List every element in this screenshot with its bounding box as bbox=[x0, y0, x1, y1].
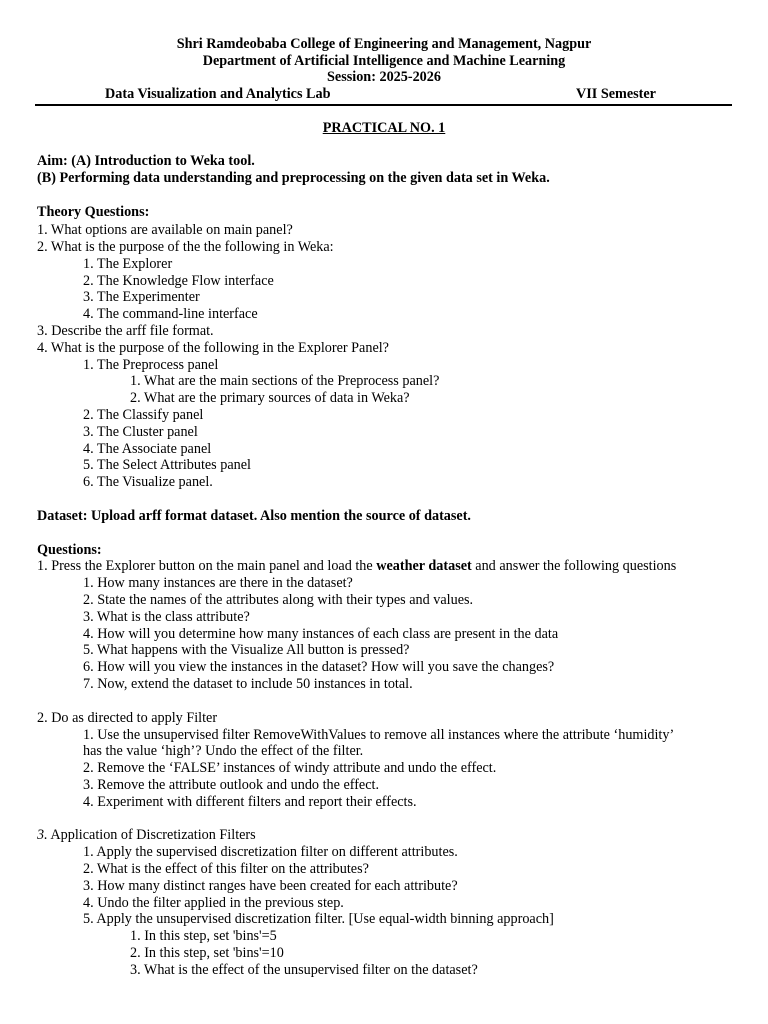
theory-line: 3. The Cluster panel bbox=[83, 424, 198, 440]
theory-line: 2. What is the purpose of the the following in Weka: bbox=[37, 239, 334, 255]
question-2-item: 3. Remove the attribute outlook and undo the effect. bbox=[83, 777, 380, 793]
question-3-title: Application of Discretization Filters bbox=[47, 827, 256, 843]
questions-heading: Questions: bbox=[37, 542, 102, 558]
question-2-item: 1. Use the unsupervised filter RemoveWithValues to remove all instances where the attribute ‘humidity’ bbox=[83, 727, 675, 743]
practical-title: PRACTICAL NO. 1 bbox=[322, 120, 446, 136]
college-name: Shri Ramdeobaba College of Engineering and Management, Nagpur bbox=[176, 36, 592, 52]
theory-line: 3. Describe the arff file format. bbox=[37, 323, 214, 339]
question-2-item: has the value ‘high’? Undo the effect of the filter. bbox=[83, 743, 364, 759]
theory-line: 2. The Classify panel bbox=[83, 407, 204, 423]
lab-name: Data Visualization and Analytics Lab bbox=[105, 86, 331, 102]
question-3-number: 3. bbox=[37, 827, 48, 843]
question-3-item: 5. Apply the unsupervised discretization filter. [Use equal-width binning approach] bbox=[83, 911, 554, 927]
theory-heading: Theory Questions: bbox=[37, 204, 150, 220]
department-name: Department of Artificial Intelligence and Machine Learning bbox=[202, 53, 566, 69]
theory-line: 4. The Associate panel bbox=[83, 441, 212, 457]
question-3-item: 3. How many distinct ranges have been created for each attribute? bbox=[83, 878, 458, 894]
theory-line: 1. What options are available on main panel? bbox=[37, 222, 293, 238]
aim-line-a: Aim: (A) Introduction to Weka tool. bbox=[37, 153, 255, 169]
question-1-item: 6. How will you view the instances in the dataset? How will you save the changes? bbox=[83, 659, 555, 675]
question-1-item: 1. How many instances are there in the dataset? bbox=[83, 575, 353, 591]
theory-line: 2. The Knowledge Flow interface bbox=[83, 273, 274, 289]
question-1-item: 5. What happens with the Visualize All button is pressed? bbox=[83, 642, 410, 658]
theory-line: 3. The Experimenter bbox=[83, 289, 200, 305]
theory-line: 5. The Select Attributes panel bbox=[83, 457, 251, 473]
theory-line: 2. What are the primary sources of data in Weka? bbox=[130, 390, 410, 406]
question-1-item: 3. What is the class attribute? bbox=[83, 609, 250, 625]
question-3-item: 4. Undo the filter applied in the previous step. bbox=[83, 895, 344, 911]
session: Session: 2025-2026 bbox=[327, 69, 441, 85]
question-1-dataset: weather dataset bbox=[376, 558, 472, 574]
question-3-item: 2. In this step, set 'bins'=10 bbox=[130, 945, 284, 961]
question-1-item: 2. State the names of the attributes along with their types and values. bbox=[83, 592, 474, 608]
question-1-item: 4. How will you determine how many instances of each class are present in the data bbox=[83, 626, 559, 642]
question-2-item: 4. Experiment with different filters and report their effects. bbox=[83, 794, 417, 810]
question-2-item: 2. Remove the ‘FALSE’ instances of windy attribute and undo the effect. bbox=[83, 760, 497, 776]
question-3-heading bbox=[37, 827, 256, 843]
header-divider bbox=[35, 104, 732, 106]
question-3-item: 2. What is the effect of this filter on the attributes? bbox=[83, 861, 369, 877]
theory-line: 4. What is the purpose of the following in the Explorer Panel? bbox=[37, 340, 389, 356]
question-3-item: 1. In this step, set 'bins'=5 bbox=[130, 928, 277, 944]
semester: VII Semester bbox=[576, 86, 656, 102]
question-3-item: 3. What is the effect of the unsupervised filter on the dataset? bbox=[130, 962, 478, 978]
theory-line: 4. The command-line interface bbox=[83, 306, 258, 322]
question-2-heading: 2. Do as directed to apply Filter bbox=[37, 710, 218, 726]
dataset-line: Dataset: Upload arff format dataset. Also mention the source of dataset. bbox=[37, 508, 471, 524]
question-1 bbox=[37, 558, 676, 574]
question-3-item: 1. Apply the supervised discretization filter on different attributes. bbox=[83, 844, 458, 860]
theory-line: 6. The Visualize panel. bbox=[83, 474, 213, 490]
theory-line: 1. The Preprocess panel bbox=[83, 357, 219, 373]
question-1-item: 7. Now, extend the dataset to include 50 instances in total. bbox=[83, 676, 413, 692]
theory-line: 1. What are the main sections of the Preprocess panel? bbox=[130, 373, 440, 389]
question-1-suffix: and answer the following questions bbox=[471, 558, 677, 574]
question-1-prefix: 1. Press the Explorer button on the main panel and load the bbox=[37, 558, 377, 574]
theory-line: 1. The Explorer bbox=[83, 256, 173, 272]
aim-line-b: (B) Performing data understanding and preprocessing on the given data set in Weka. bbox=[37, 170, 550, 186]
